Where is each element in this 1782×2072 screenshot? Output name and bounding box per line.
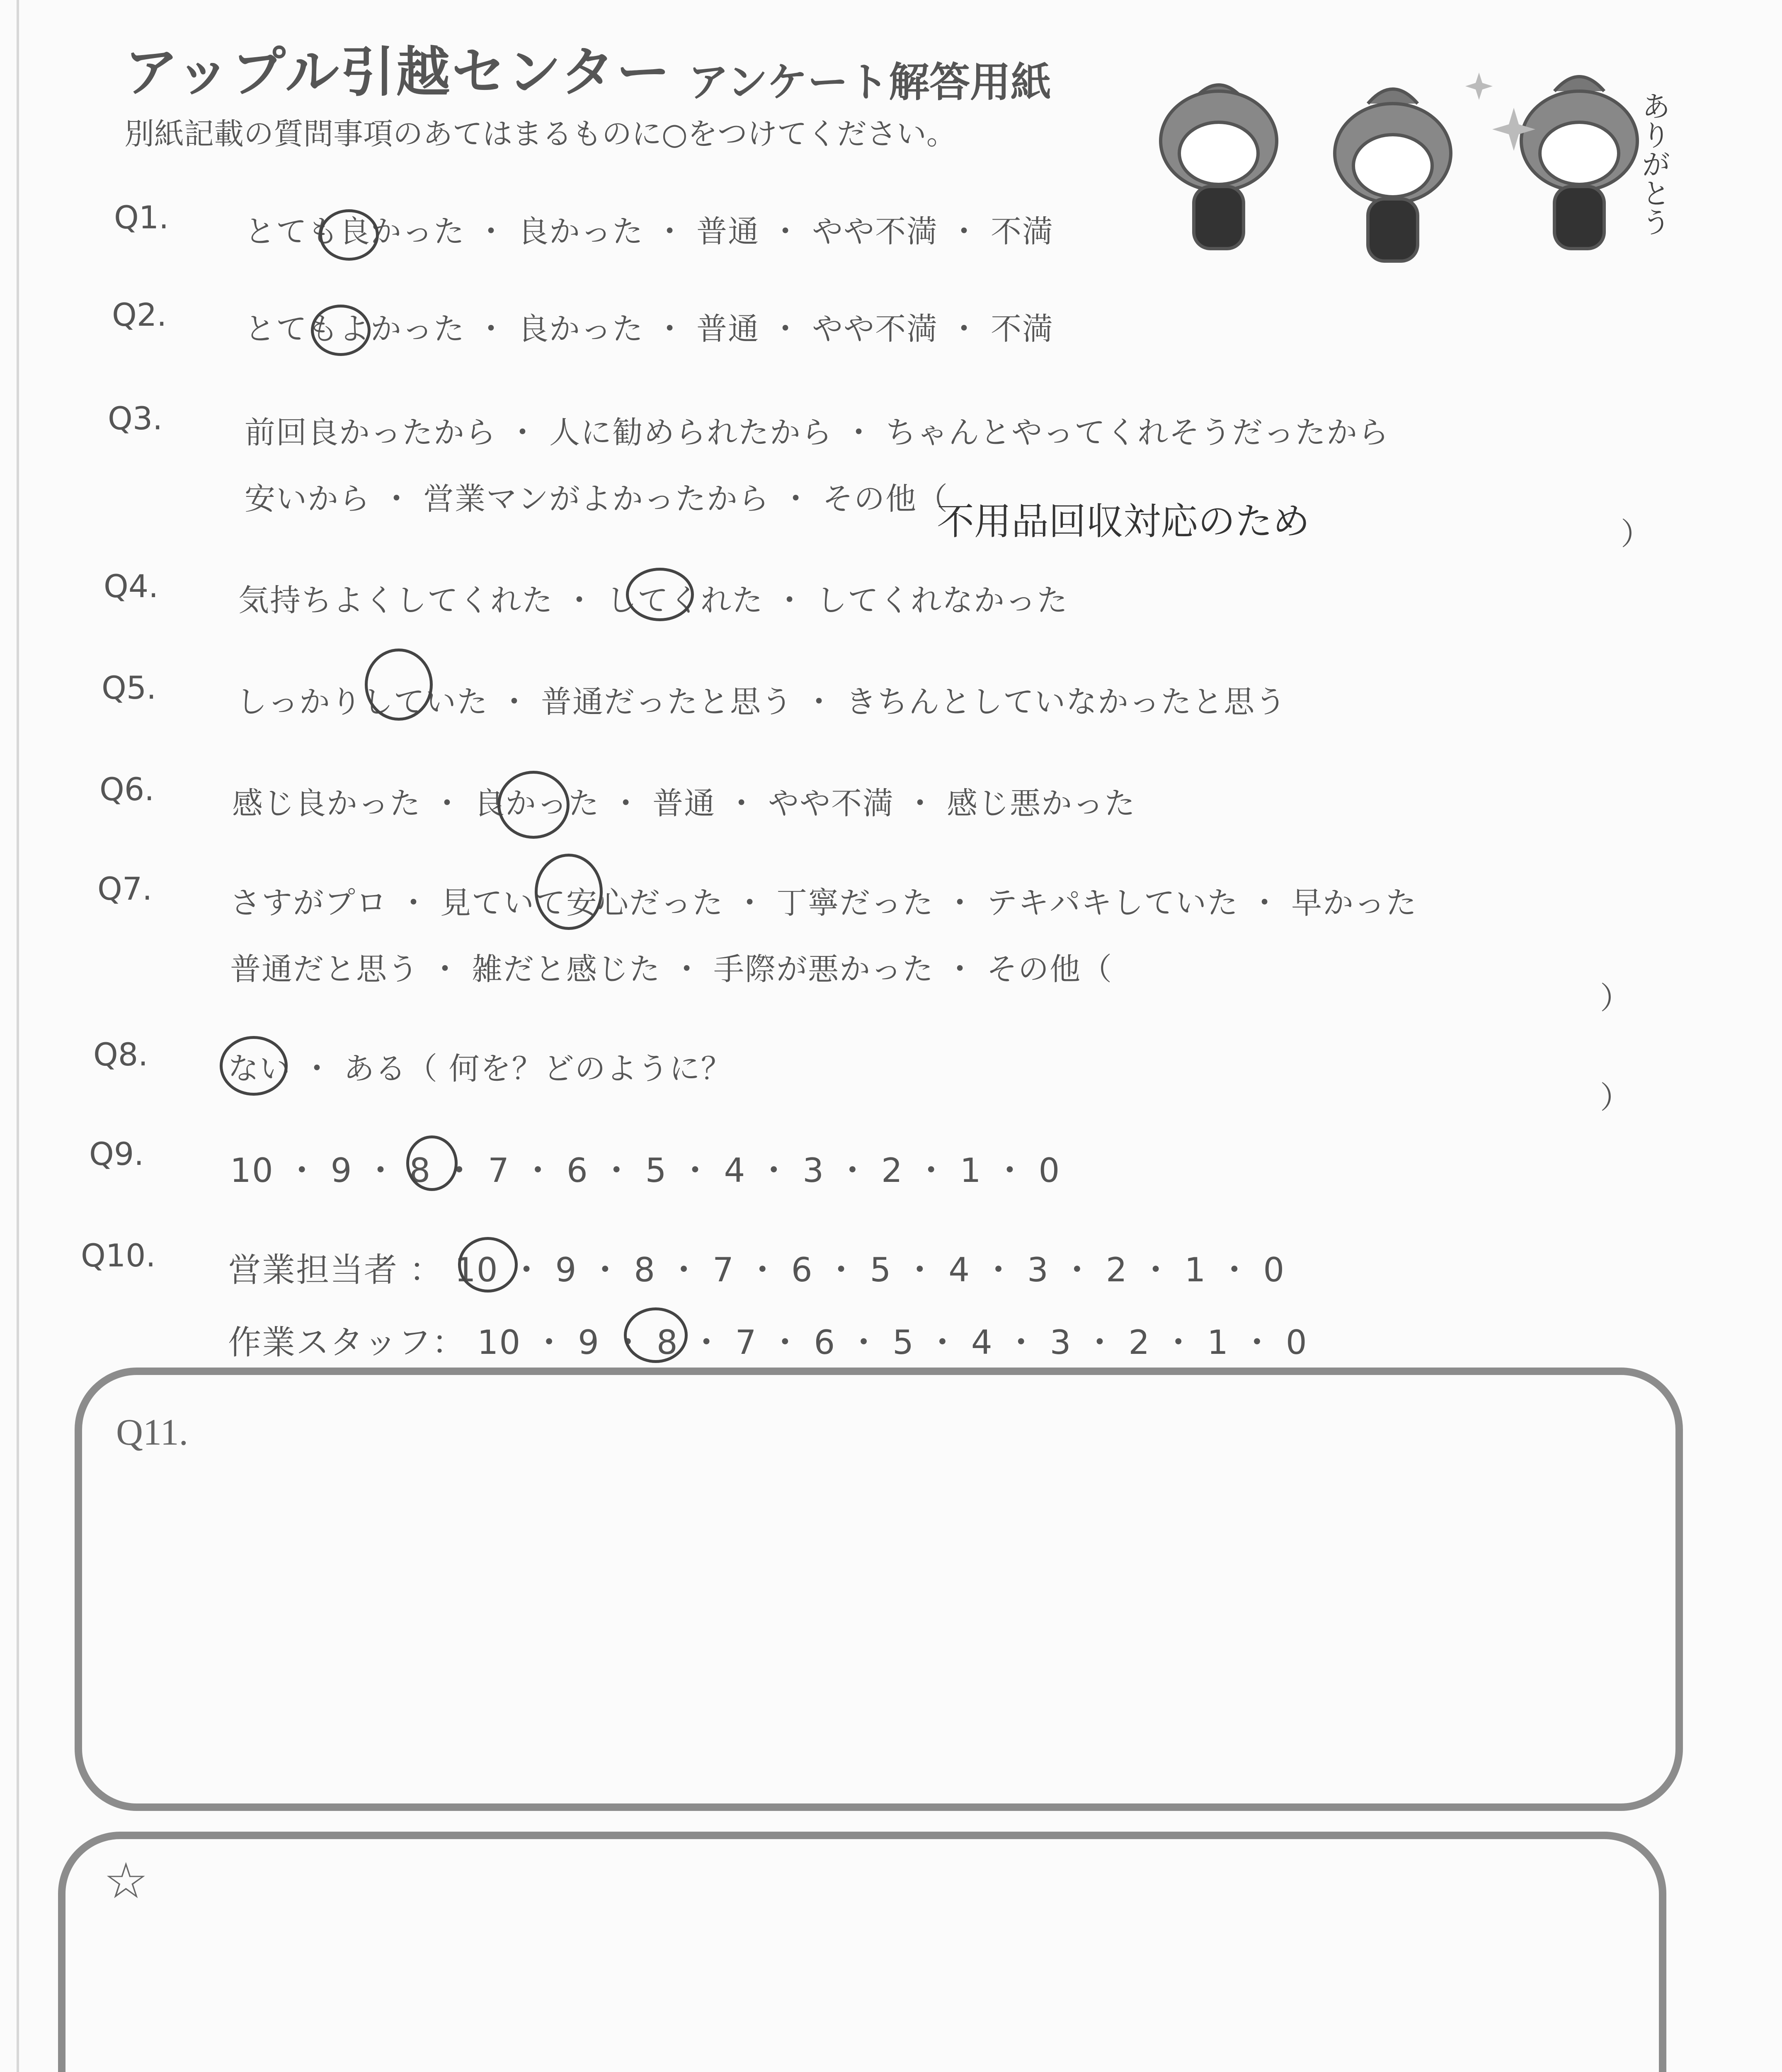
q4-options: 気持ちよくしてくれた ・ してくれた ・ してくれなかった [238, 583, 1069, 618]
q3-handwritten-answer: 不用品回収対応のため [937, 500, 1310, 543]
q8-options: ない ・ ある（ 何を？どのように？ [228, 1051, 732, 1087]
q8-close-paren: ） [1600, 1080, 1631, 1116]
q3-options-line2: 安いから ・ 営業マンがよかったから ・ その他（ [245, 481, 949, 517]
q5-options: しっかりしていた ・ 普通だったと思う ・ きちんとしていなかったと思う [236, 684, 1287, 720]
q10-staff-answer-circle [624, 1307, 688, 1363]
q4-number: Q4. [104, 568, 159, 605]
q1-number: Q1. [114, 199, 169, 236]
instruction-text: 別紙記載の質問事項のあてはまるものに○をつけてください。 [124, 116, 956, 151]
monkey-mascots-illustration [1144, 58, 1683, 290]
q11-label: Q11. [116, 1412, 189, 1453]
q2-options: とてもよかった ・ 良かった ・ 普通 ・ やや不満 ・ 不満 [245, 311, 1054, 347]
q10-staff-scale: 作業スタッフ： 10 ・ 9 ・ 8 ・ 7 ・ 6 ・ 5 ・ 4 ・ 3 ・ 2 ・ 1 ・ 0 [228, 1323, 1308, 1362]
q2-number: Q2. [112, 296, 167, 333]
q11-comment-box[interactable] [75, 1368, 1683, 1811]
q2-answer-circle [311, 305, 371, 356]
q1-options: とても良かった ・ 良かった ・ 普通 ・ やや不満 ・ 不満 [245, 214, 1054, 249]
q1-answer-circle [319, 209, 379, 261]
q8-number: Q8. [93, 1036, 148, 1073]
star-icon: ☆ [104, 1852, 148, 1910]
q7-number: Q7. [97, 870, 153, 907]
q9-number: Q9. [89, 1135, 144, 1172]
q4-answer-circle [626, 568, 694, 621]
page-subtitle: アンケート解答用紙 [688, 59, 1052, 106]
q3-close-paren: ） [1621, 516, 1651, 552]
q9-answer-circle [406, 1135, 458, 1191]
q6-answer-circle [497, 771, 570, 839]
q9-scale: 10 ・ 9 ・ 8 ・ 7 ・ 6 ・ 5 ・ 4 ・ 3 ・ 2 ・ 1 ・ 0 [230, 1151, 1061, 1190]
q5-number: Q5. [102, 669, 157, 706]
page-title: アップル引越センター [124, 41, 672, 104]
q8-answer-circle [220, 1036, 288, 1096]
q10-sales-scale: 営業担当者 ： 10 ・ 9 ・ 8 ・ 7 ・ 6 ・ 5 ・ 4 ・ 3 ・ 2 ・ 1 ・ 0 [228, 1251, 1285, 1289]
q7-options-line2: 普通だと思う ・ 雑だと感じた ・ 手際が悪かった ・ その他（ [230, 951, 1113, 987]
q5-answer-circle [365, 649, 433, 721]
q3-number: Q3. [108, 400, 163, 437]
page-edge [17, 0, 19, 2072]
q10-sales-answer-circle [458, 1237, 518, 1293]
q6-options: 感じ良かった ・ 良かった ・ 普通 ・ やや不満 ・ 感じ悪かった [232, 786, 1136, 821]
q10-number: Q10. [81, 1237, 156, 1274]
q7-close-paren: ） [1600, 980, 1631, 1016]
q7-options-line1: さすがプロ ・ 見ていて安心だった ・ 丁寧だった ・ テキパキしていた ・ 早かった [230, 885, 1418, 921]
q6-number: Q6. [99, 771, 155, 808]
q7-answer-circle [535, 854, 603, 930]
mascot-caption: ありがとう [1637, 91, 1671, 236]
q3-options-line1: 前回良かったから ・ 人に勧められたから ・ ちゃんとやってくれそうだったから [245, 415, 1390, 450]
star-comment-box[interactable] [58, 1832, 1666, 2072]
